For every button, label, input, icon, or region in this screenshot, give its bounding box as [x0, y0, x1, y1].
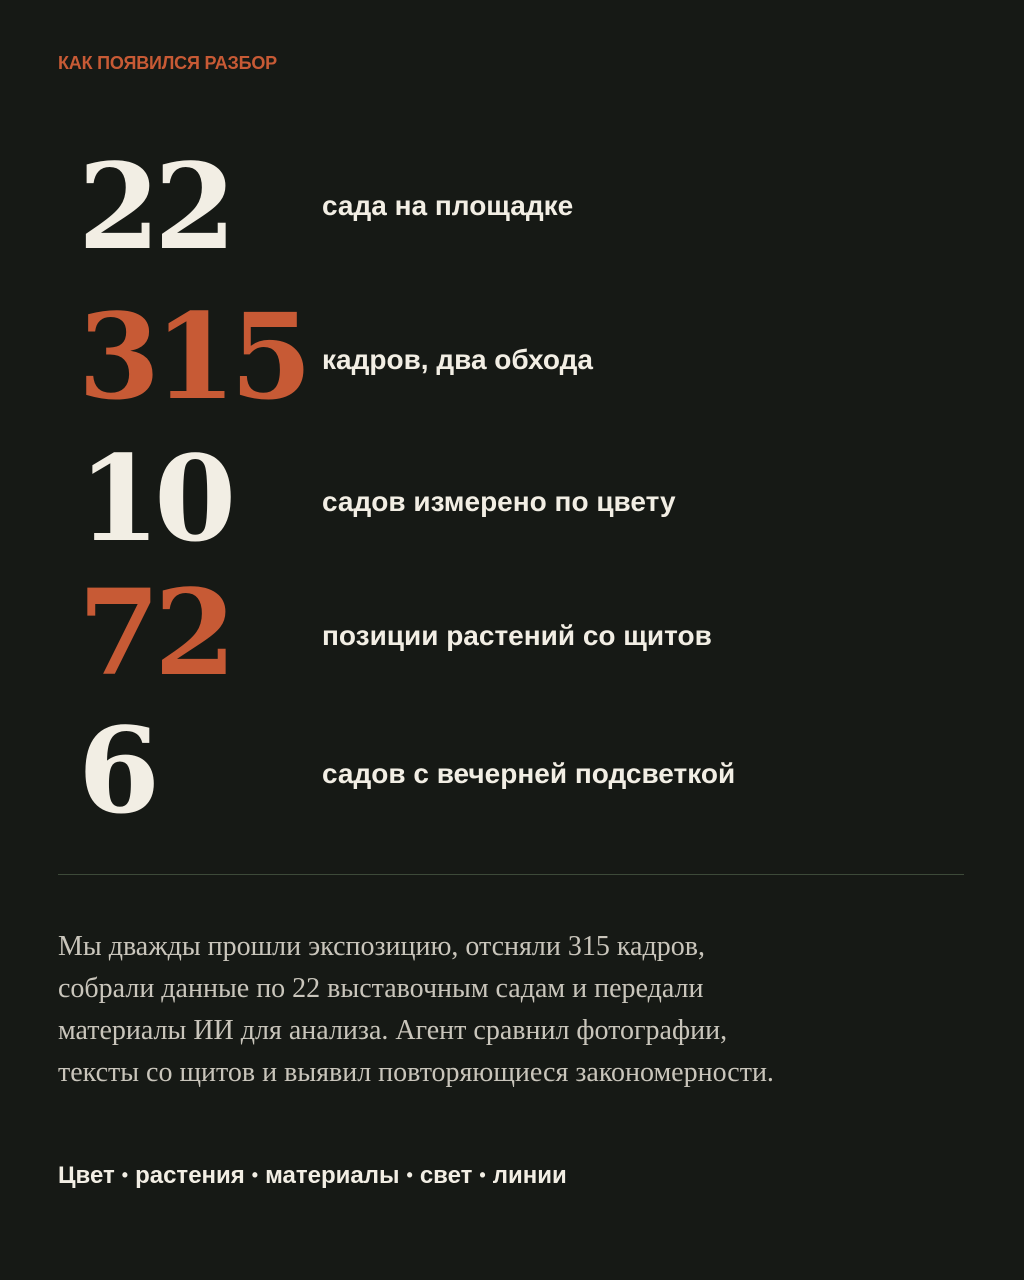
- stat-number: 10: [78, 429, 231, 568]
- section-divider: [58, 874, 964, 875]
- bullet-separator-icon: •: [406, 1165, 413, 1185]
- tag-label: материалы: [265, 1162, 400, 1189]
- description-paragraph: [58, 926, 958, 1094]
- description-line: тексты со щитов и выявил повторяющиеся закономерности.: [58, 1057, 774, 1088]
- section-eyebrow: КАК ПОЯВИЛСЯ РАЗБОР: [58, 53, 277, 73]
- tag-label: Цвет: [58, 1162, 115, 1189]
- stat-number: 72: [78, 563, 231, 702]
- description-line: материалы ИИ для анализа. Агент сравнил фотографии,: [58, 1015, 728, 1046]
- bullet-separator-icon: •: [121, 1165, 129, 1185]
- stat-number: 315: [78, 287, 307, 426]
- bullet-separator-icon: •: [251, 1165, 259, 1185]
- stat-number: 22: [78, 137, 231, 276]
- tag-label: растения: [135, 1162, 245, 1189]
- stat-label: сада на площадке: [322, 190, 574, 221]
- stat-label: позиции растений со щитов: [322, 620, 712, 651]
- stat-number: 6: [78, 701, 155, 840]
- stat-label: садов измерено по цвету: [322, 486, 676, 517]
- topic-tags: [58, 1160, 567, 1191]
- description-line: Мы дважды прошли экспозицию, отсняли 315 кадров,: [58, 931, 705, 962]
- tag-label: свет: [419, 1162, 473, 1189]
- tag-label: линии: [492, 1162, 567, 1189]
- description-line: собрали данные по 22 выставочным садам и передали: [58, 973, 704, 1004]
- stat-label: кадров, два обхода: [322, 344, 593, 375]
- bullet-separator-icon: •: [479, 1165, 486, 1185]
- stat-label: садов с вечерней подсветкой: [322, 758, 736, 789]
